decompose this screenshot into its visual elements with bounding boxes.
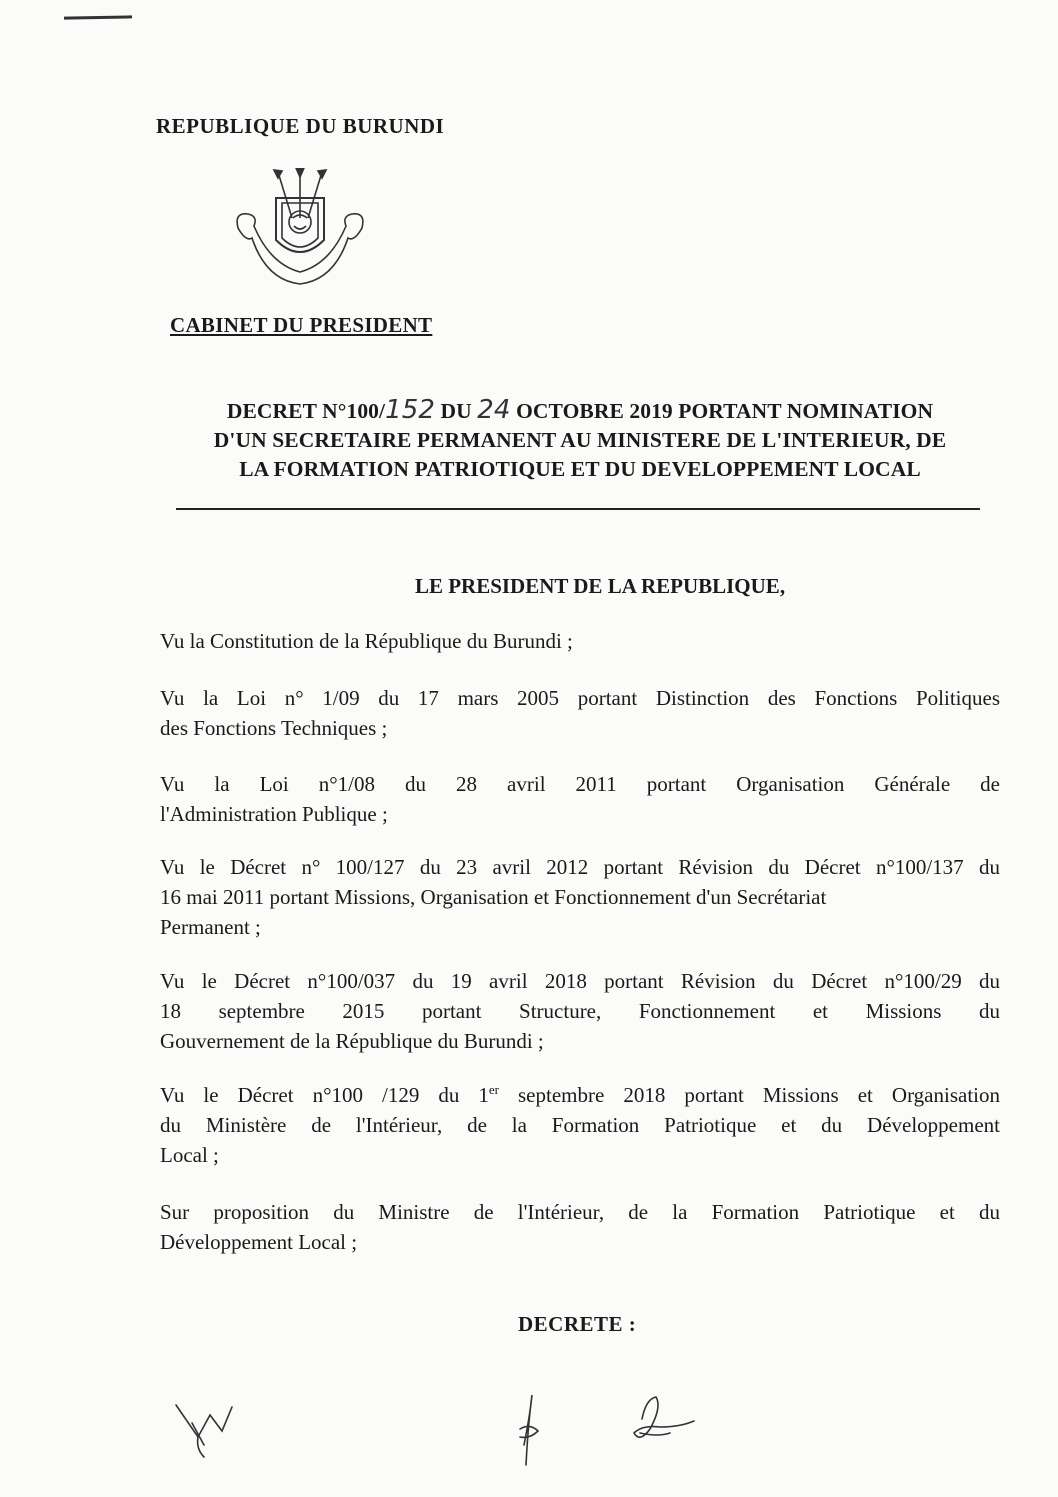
consideration-2 bbox=[160, 683, 1000, 743]
title-divider bbox=[176, 508, 980, 510]
consideration-4-line-1: Vu le Décret n° 100/127 du 23 avril 2012 portant Révision du Décret n°100/137 du bbox=[160, 855, 1000, 879]
decree-title-rest: OCTOBRE 2019 PORTANT NOMINATION bbox=[516, 399, 934, 423]
superscript-er: er bbox=[488, 1082, 499, 1097]
consideration-3 bbox=[160, 769, 1000, 829]
consideration-5-line-1: Vu le Décret n°100/037 du 19 avril 2018 portant Révision du Décret n°100/29 du bbox=[160, 969, 1000, 993]
consideration-4-line-3: Permanent ; bbox=[160, 915, 261, 939]
decree-title-line-1 bbox=[160, 396, 1000, 426]
consideration-7-line-2: Développement Local ; bbox=[160, 1230, 358, 1254]
consideration-6-line-3: Local ; bbox=[160, 1143, 219, 1167]
consideration-5-line-2: 18 septembre 2015 portant Structure, Fonctionnement et Missions du bbox=[160, 999, 1000, 1023]
cabinet-heading: CABINET DU PRESIDENT bbox=[170, 313, 433, 337]
consideration-6-line-1a: Vu le Décret n°100 /129 du 1 bbox=[160, 1083, 489, 1107]
consideration-4 bbox=[160, 852, 1000, 942]
consideration-5 bbox=[160, 966, 1000, 1056]
consideration-3-line-2: l'Administration Publique ; bbox=[160, 802, 388, 826]
handwritten-initials-icon bbox=[170, 1385, 730, 1475]
pen-mark bbox=[64, 15, 132, 19]
decree-title-line-3: LA FORMATION PATRIOTIQUE ET DU DEVELOPPEMENT LOCAL bbox=[239, 457, 921, 481]
consideration-7 bbox=[160, 1197, 1000, 1257]
handwritten-day: 24 bbox=[477, 395, 511, 425]
consideration-1-text: Vu la Constitution de la République du Burundi ; bbox=[160, 629, 573, 653]
consideration-2-line-1: Vu la Loi n° 1/09 du 17 mars 2005 portant Distinction des Fonctions Politiques bbox=[160, 686, 1000, 710]
consideration-3-line-1: Vu la Loi n°1/08 du 28 avril 2011 portant Organisation Générale de bbox=[160, 772, 1000, 796]
consideration-6-line-2: du Ministère de l'Intérieur, de la Formation Patriotique et du Développement bbox=[160, 1113, 1000, 1137]
decree-title bbox=[160, 396, 1000, 484]
president-heading: LE PRESIDENT DE LA REPUBLIQUE, bbox=[414, 574, 786, 598]
handwritten-decree-number: 152 bbox=[385, 395, 436, 425]
coat-of-arms-seal-icon bbox=[230, 168, 370, 298]
consideration-6-line-1b: septembre 2018 portant Missions et Organisation bbox=[498, 1083, 1000, 1107]
consideration-5-line-3: Gouvernement de la République du Burundi ; bbox=[160, 1029, 544, 1053]
decree-number-prefix: DECRET N°100/ bbox=[226, 399, 386, 423]
republic-heading: REPUBLIQUE DU BURUNDI bbox=[156, 114, 445, 138]
consideration-7-line-1: Sur proposition du Ministre de l'Intérieur, de la Formation Patriotique et du bbox=[160, 1200, 1000, 1224]
decrete-heading: DECRETE : bbox=[518, 1312, 637, 1336]
decree-du: DU bbox=[440, 399, 472, 423]
consideration-6-line-1 bbox=[160, 1080, 1000, 1110]
consideration-2-line-2: des Fonctions Techniques ; bbox=[160, 716, 388, 740]
consideration-1 bbox=[160, 626, 1000, 656]
consideration-6 bbox=[160, 1080, 1000, 1170]
decree-title-line-2: D'UN SECRETAIRE PERMANENT AU MINISTERE DE L'INTERIEUR, DE bbox=[213, 428, 947, 452]
consideration-4-line-2: 16 mai 2011 portant Missions, Organisation et Fonctionnement d'un Secrétariat bbox=[160, 885, 827, 909]
